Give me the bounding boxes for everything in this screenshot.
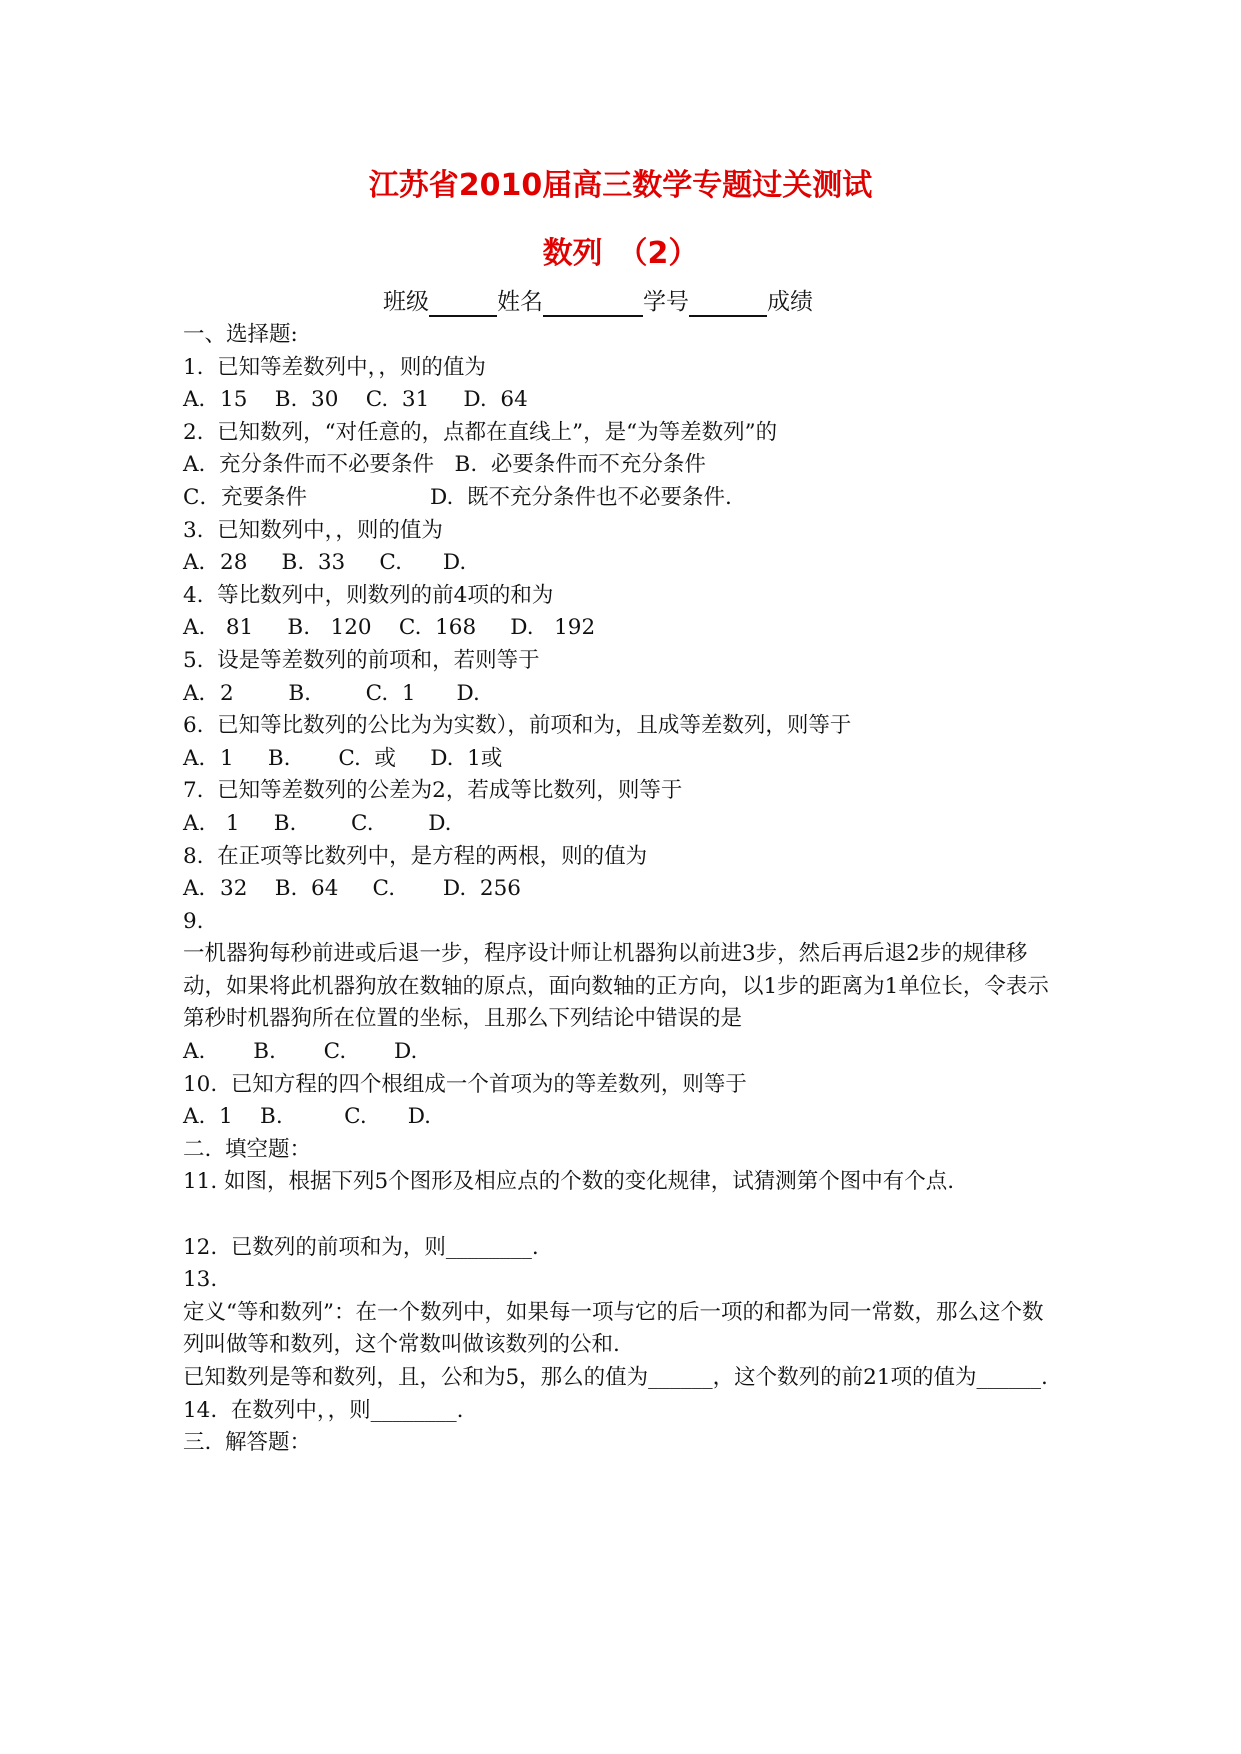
section-heading-answer: 三. 解答题： xyxy=(183,1430,312,1456)
question-14: 14. 在数列中，，则________. xyxy=(183,1397,464,1423)
question-4-options: A. 81 B. 120 C. 168 D. 192 xyxy=(183,615,596,641)
question-2-options-cd: C．充要条件 D. 既不充分条件也不必要条件. xyxy=(183,484,732,510)
class-blank xyxy=(429,291,497,317)
student-id-blank xyxy=(689,291,767,317)
spacer xyxy=(183,1199,1063,1232)
question-1-options: A．15 B. 30 C. 31 D. 64 xyxy=(183,387,528,413)
question-8: 8. 在正项等比数列中，是方程的两根，则的值为 xyxy=(183,843,648,869)
question-7: 7. 已知等差数列的公差为2，若成等比数列，则等于 xyxy=(183,778,683,804)
question-10-options: A. 1 B. C. D. xyxy=(183,1104,432,1130)
question-6: 6. 已知等比数列的公比为为实数），前项和为，且成等差数列，则等于 xyxy=(183,713,852,739)
question-11: 11. 如图，根据下列5个图形及相应点的个数的变化规律，试猜测第个图中有个点. xyxy=(183,1169,955,1195)
question-13-definition: 定义“等和数列”：在一个数列中，如果每一项与它的后一项的和都为同一常数，那么这个数列叫做等和数列，这个常数叫做该数列的公和. xyxy=(183,1299,1044,1358)
question-9-text: 一机器狗每秒前进或后退一步，程序设计师让机器狗以前进3步，然后再后退2步的规律移动，如果将此机器狗放在数轴的原点，面向数轴的正方向，以1步的距离为1单位长，令表示第秒时机器狗所在位置的坐标，且那么下列结论中错误的是 xyxy=(183,941,1049,1032)
question-5: 5. 设是等差数列的前项和，若则等于 xyxy=(183,647,540,673)
question-9-options: A. B. C. D. xyxy=(183,1039,418,1065)
document-title: 江苏省2010届高三数学专题过关测试 xyxy=(368,168,873,203)
question-8-options: A．32 B. 64 C. D. 256 xyxy=(183,876,521,902)
question-2-options-ab: A. 充分条件而不必要条件 B. 必要条件而不充分条件 xyxy=(183,452,706,478)
question-4: 4. 等比数列中，则数列的前4项的和为 xyxy=(183,582,554,608)
question-5-options: A．2 B. C. 1 D. xyxy=(183,680,480,706)
question-9-number: 9. xyxy=(183,908,204,934)
question-1: 1. 已知等差数列中，，则的值为 xyxy=(183,354,486,380)
score-label: 成绩 xyxy=(767,289,813,315)
question-2: 2. 已知数列，“对任意的，点都在直线上”，是“为等差数列”的 xyxy=(183,419,778,445)
document-body xyxy=(183,319,1063,1460)
question-13-number: 13. xyxy=(183,1267,218,1293)
name-blank xyxy=(543,291,643,317)
name-label: 姓名 xyxy=(497,289,543,315)
class-label: 班级 xyxy=(383,289,429,315)
document-subtitle: 数列 （2） xyxy=(542,236,699,271)
question-6-options: A．1 B. C. 或 D. 1或 xyxy=(183,745,503,771)
question-3-options: A．28 B. 33 C. D. xyxy=(183,550,467,576)
question-10: 10. 已知方程的四个根组成一个首项为的等差数列，则等于 xyxy=(183,1071,747,1097)
question-13-text: 已知数列是等和数列，且，公和为5，那么的值为______，这个数列的前21项的值为______. xyxy=(183,1365,1048,1390)
section-heading-choice: 一、选择题: xyxy=(183,322,298,347)
question-3: 3. 已知数列中，，则的值为 xyxy=(183,517,443,543)
question-7-options: A. 1 B. C. D. xyxy=(183,810,452,836)
student-info-row xyxy=(383,287,813,317)
section-heading-fill: 二. 填空题： xyxy=(183,1136,312,1162)
student-id-label: 学号 xyxy=(643,289,689,315)
question-12: 12. 已数列的前项和为，则________. xyxy=(183,1234,539,1260)
